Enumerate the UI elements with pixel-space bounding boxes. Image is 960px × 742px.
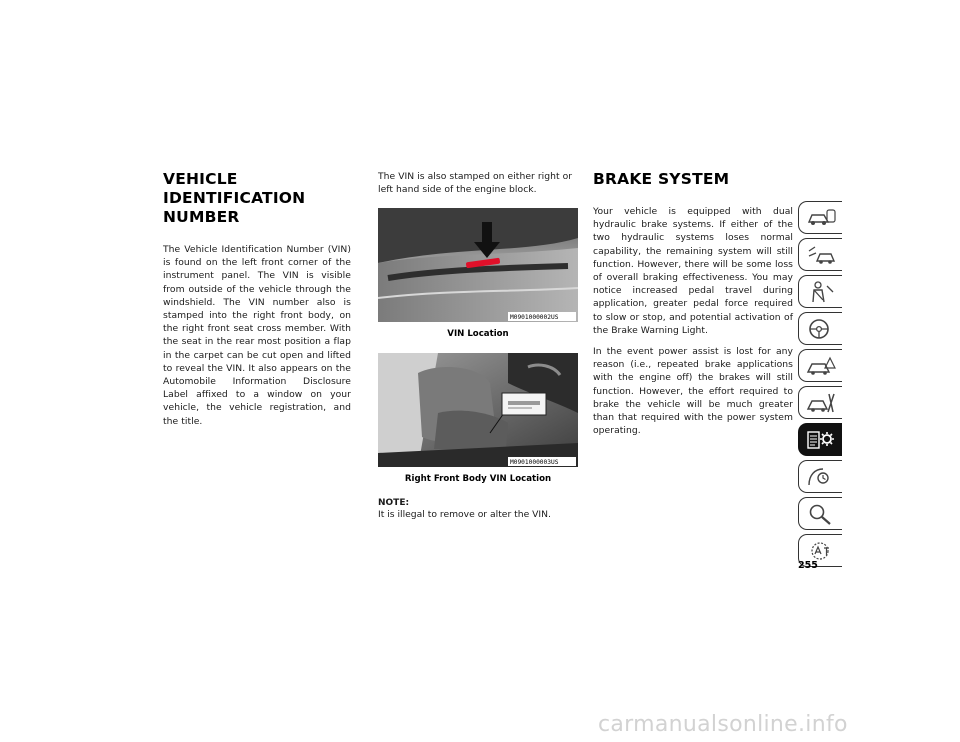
customer-assistance-icon (805, 465, 837, 489)
tab-index[interactable] (798, 497, 842, 530)
tab-customer-assistance[interactable] (798, 460, 842, 493)
vin-location-caption: VIN Location (447, 329, 509, 340)
brake-section-title: BRAKE SYSTEM (593, 170, 730, 188)
vin-section-body: The Vehicle Identification Number (VIN) is found on the left front corner of the instrument panel. The VIN is visible from outside of the vehicle through the windshield. The VIN number also is stamped into the right front body, on the right front seat cross member. With the seat in the rear most position a flap in the carpet can be cut open and lifted to reveal the VIN. It also appears on the Automobile Information Disclosure Label affixed to a window on your vehicle, the vehicle registration, and the title. (163, 244, 351, 427)
vin-location-figure-code: M0901000002US (510, 314, 559, 322)
right-front-body-vin-photo (378, 353, 578, 467)
engine-block-text: The VIN is also stamped on either right or left hand side of the engine block. (378, 171, 573, 196)
brake-paragraph-1: Your vehicle is equipped with dual hydraulic brake systems. If either of the two hydraulic systems loses normal capability, the remaining system will still function. However, there will be some loss of overall braking effectiveness. You may notice increased pedal travel during application, greater pedal force required to slow or stop, and potential activation of the Brake Warning Light. (593, 206, 793, 336)
right-front-body-figure-code: M0901000003US (510, 459, 559, 467)
vin-section-title: VEHICLE IDENTIFICATION NUMBER (163, 170, 306, 226)
right-front-body-caption: Right Front Body VIN Location (404, 474, 552, 485)
chapter-tabs (798, 201, 842, 571)
tab-getting-to-know-vehicle[interactable] (798, 201, 842, 234)
car-lights-icon (805, 243, 837, 267)
note-text: It is illegal to remove or alter the VIN. (378, 509, 551, 521)
tab-safety[interactable] (798, 275, 842, 308)
specifications-gear-icon (805, 428, 837, 452)
car-key-icon (805, 206, 837, 230)
watermark-text: carmanualsonline.info (598, 712, 848, 737)
seatbelt-person-icon (805, 280, 837, 304)
vin-location-photo (378, 208, 578, 322)
vin-figures-column (378, 170, 578, 520)
page-number: 255 (798, 560, 818, 571)
tab-in-case-of-emergency[interactable] (798, 349, 842, 382)
car-tools-icon (805, 391, 837, 415)
steering-wheel-icon (805, 317, 837, 341)
tab-instrument-panel[interactable] (798, 238, 842, 271)
brake-paragraph-2: In the event power assist is lost for any reason (i.e., repeated brake applications with the engine off) the brakes will still function. However, the effort required to brake the vehicle will be much greater than that required with the power system operating. (593, 346, 793, 437)
note-label: NOTE: (378, 498, 410, 509)
tab-starting-operating[interactable] (798, 312, 842, 345)
brake-section (593, 170, 793, 437)
car-emergency-icon (805, 354, 837, 378)
tab-technical-specifications[interactable] (798, 423, 842, 456)
search-index-icon (805, 502, 837, 526)
tab-servicing-maintenance[interactable] (798, 386, 842, 419)
vin-section (163, 170, 351, 428)
